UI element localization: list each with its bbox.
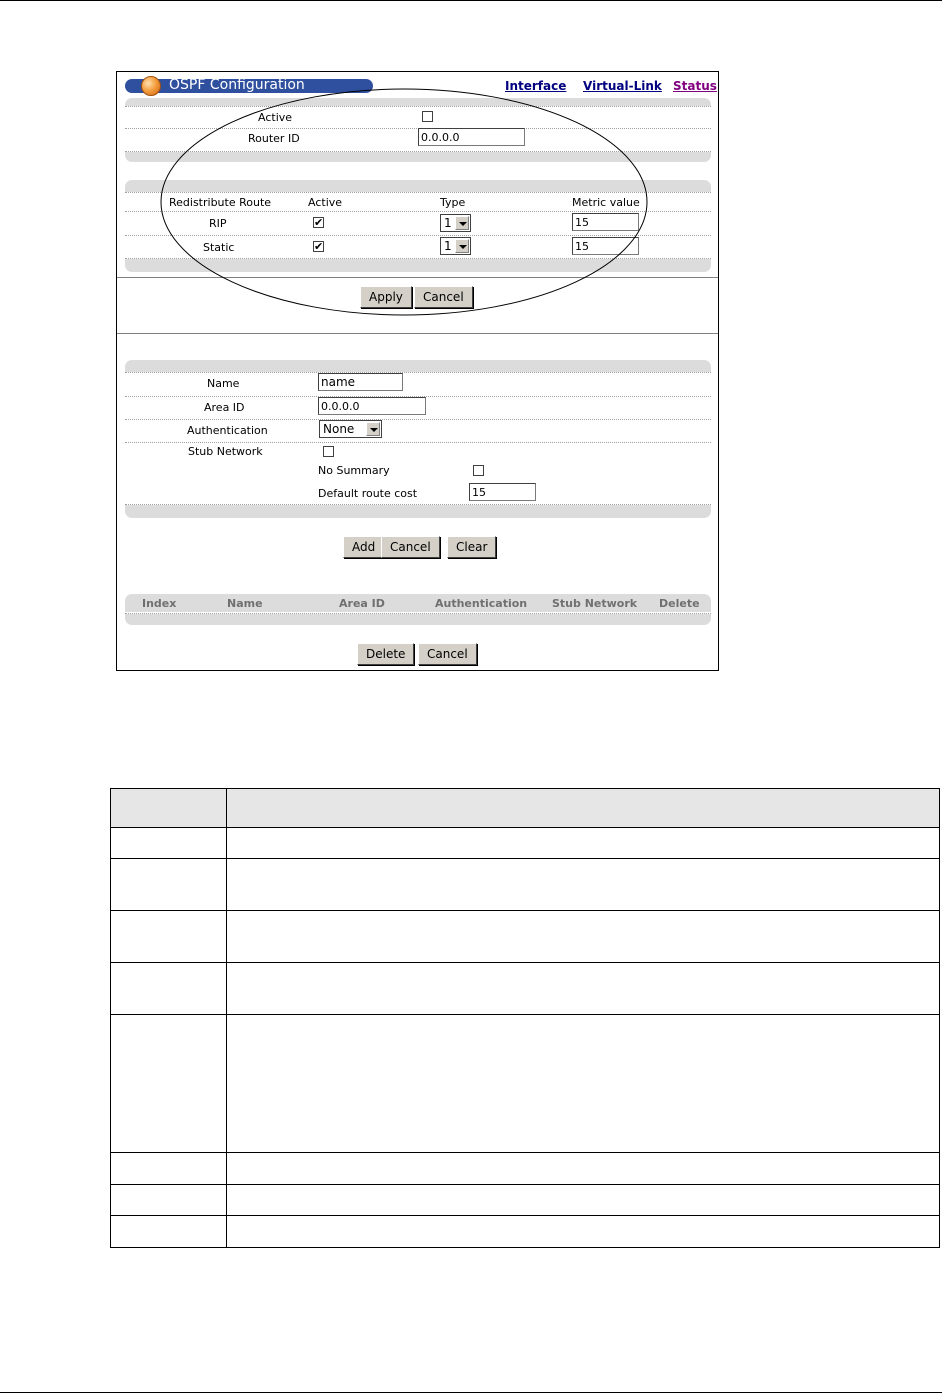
cancel-button-mid[interactable]: Cancel <box>381 536 440 558</box>
summary-col-delete: Delete <box>659 597 700 610</box>
field-description-table <box>110 788 940 1248</box>
table-row <box>111 1185 940 1216</box>
interface-link[interactable]: Interface <box>505 79 567 93</box>
summary-col-stub-network: Stub Network <box>552 597 638 610</box>
default-route-cost-label: Default route cost <box>318 487 418 500</box>
page-title: OSPF Configuration <box>169 77 305 93</box>
col-metric: Metric value <box>572 196 640 209</box>
area-id-input[interactable] <box>318 397 426 415</box>
table-row <box>111 1015 940 1153</box>
authentication-label: Authentication <box>187 424 268 437</box>
rip-label: RIP <box>209 217 227 230</box>
table-row <box>111 911 940 963</box>
bottom-rule <box>0 1392 942 1393</box>
cancel-button-top[interactable]: Cancel <box>414 286 473 308</box>
rip-type-value: 1 <box>444 216 452 230</box>
summary-empty-row <box>125 612 711 614</box>
no-summary-label: No Summary <box>318 464 390 477</box>
area-id-label: Area ID <box>204 401 245 414</box>
col-redistribute-route: Redistribute Route <box>169 196 272 209</box>
table-row <box>111 963 940 1015</box>
top-rule <box>0 0 942 1</box>
add-button[interactable]: Add <box>343 536 384 558</box>
table-row <box>111 1153 940 1185</box>
active-label: Active <box>258 111 293 124</box>
summary-col-area-id: Area ID <box>339 597 385 610</box>
clear-button[interactable]: Clear <box>447 536 496 558</box>
authentication-value: None <box>323 422 355 436</box>
chevron-down-icon <box>366 422 380 436</box>
summary-col-authentication: Authentication <box>435 597 528 610</box>
name-label: Name <box>207 377 240 390</box>
stub-network-label: Stub Network <box>188 445 263 458</box>
apply-button[interactable]: Apply <box>360 286 412 308</box>
table-row <box>111 859 940 911</box>
delete-button[interactable]: Delete <box>357 643 414 665</box>
summary-col-name: Name <box>227 597 263 610</box>
status-link[interactable]: Status <box>673 79 717 93</box>
default-route-cost-input[interactable] <box>469 483 536 501</box>
static-label: Static <box>203 241 235 254</box>
summary-col-index: Index <box>142 597 177 610</box>
ospf-config-panel <box>116 71 719 671</box>
router-id-label: Router ID <box>248 132 300 145</box>
no-summary-checkbox[interactable] <box>473 465 484 476</box>
static-active-checkbox[interactable]: ✔ <box>314 240 324 253</box>
stub-network-checkbox[interactable] <box>323 446 334 457</box>
virtual-link-link[interactable]: Virtual-Link <box>583 79 662 93</box>
authentication-select[interactable] <box>319 420 382 438</box>
table-row <box>111 828 940 859</box>
table-header-row <box>111 789 940 828</box>
rip-active-checkbox[interactable]: ✔ <box>314 216 324 229</box>
col-type: Type <box>440 196 466 209</box>
cancel-button-bottom[interactable]: Cancel <box>418 643 477 665</box>
divider <box>117 333 718 334</box>
static-type-value: 1 <box>444 239 452 253</box>
table-row <box>111 1216 940 1248</box>
name-input[interactable] <box>318 373 403 391</box>
highlight-ellipse <box>157 82 657 322</box>
col-active: Active <box>308 196 343 209</box>
